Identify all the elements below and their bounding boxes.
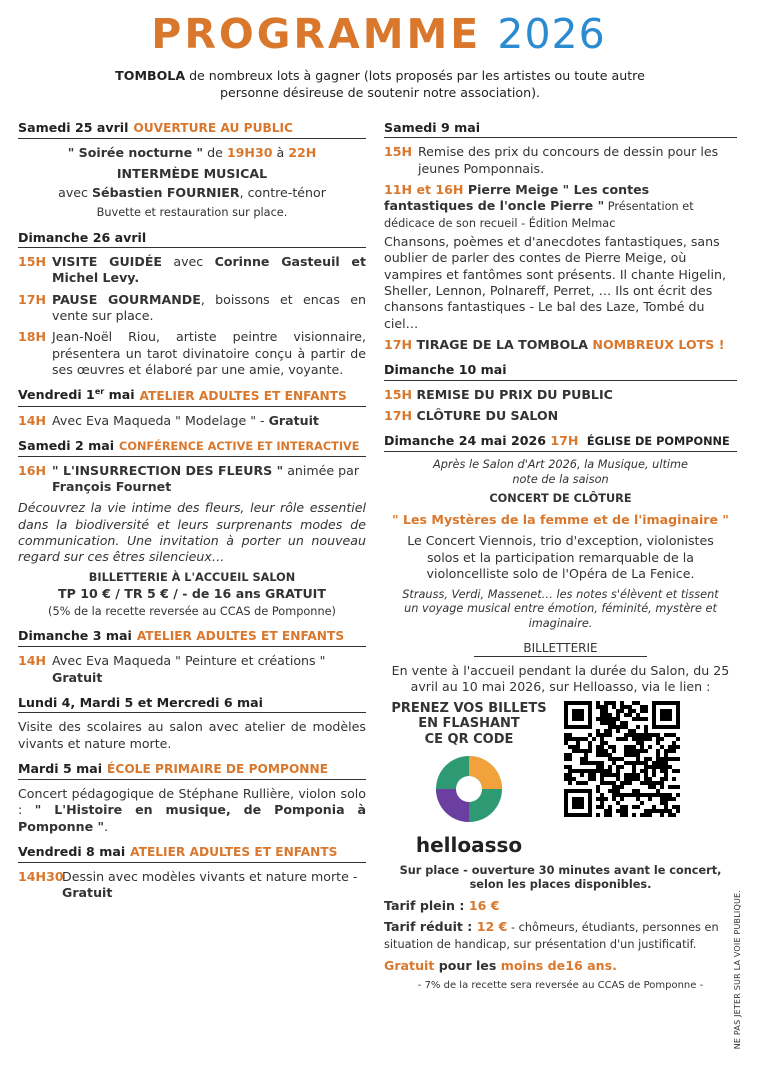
t: Gratuit [52, 669, 103, 685]
hour: 14H30 [18, 868, 64, 884]
t: PRENEZ VOS BILLETS [391, 700, 547, 716]
description: Découvrez la vie intime des fleurs, leur rôle essentiel dans la biodiversité et leurs surprenants modes de communication. Une invitation à porter un nouveau regard sur ces êtres silencieux… [18, 500, 366, 565]
t: NOMBREUX LOTS ! [592, 336, 725, 352]
section-10-mai [384, 362, 737, 424]
event [18, 292, 366, 325]
qr-text [384, 701, 554, 858]
line [18, 786, 366, 835]
t: , contre-ténor [239, 184, 326, 200]
line: Après le Salon d'Art 2026, la Musique, ultime note de la saison [432, 458, 688, 486]
intro-bold: TOMBOLA [115, 68, 186, 83]
hour: 15H [384, 386, 413, 402]
ticket-title: BILLETTERIE [474, 641, 647, 658]
t: CE QR CODE [424, 732, 514, 748]
hour: 17H [550, 433, 579, 449]
date: mai [104, 387, 135, 403]
line: " Les Mystères de la femme et de l'imaginaire " [392, 512, 729, 528]
hour: 15H [384, 144, 413, 160]
t: Pierre Meige " Les contes fantastiques de l'oncle Pierre " [384, 182, 650, 214]
line: - 7% de la recette sera reversée au CCAS de Pomponne - [417, 979, 704, 991]
left-column [18, 120, 366, 911]
intro-text [110, 68, 650, 101]
section-heading [18, 844, 366, 863]
line: En vente à l'accueil pendant la durée du Salon, du 25 avril au 10 mai 2026, sur Helloasso, via le lien : [391, 663, 730, 695]
line [18, 185, 366, 201]
date: Vendredi 8 mai [18, 844, 126, 860]
t: avec [162, 253, 215, 269]
place: ÉGLISE DE POMPONNE [586, 435, 730, 449]
event [18, 869, 366, 902]
t: 16 € [468, 897, 500, 913]
event [18, 653, 366, 686]
event [384, 182, 737, 232]
t: Édition Melmac [528, 217, 616, 231]
tag: ATELIER ADULTES ET ENFANTS [136, 629, 345, 644]
intro-rest: de nombreux lots à gagner (lots proposés par les artistes ou toute autre personne désireuse de soutenir notre association). [185, 68, 645, 100]
event [384, 337, 737, 353]
section-24-mai [384, 433, 737, 631]
t: REMISE DU PRIX DU PUBLIC [416, 386, 613, 402]
section-3-mai [18, 628, 366, 686]
t: Gratuit [62, 885, 113, 901]
date: Dimanche 3 mai [18, 628, 132, 644]
t: . [104, 818, 109, 834]
hour: 18H [18, 329, 47, 345]
title-year: 2026 [497, 10, 606, 58]
section-heading [384, 433, 737, 452]
t: animée par [283, 462, 360, 478]
t: " L'Histoire en musique, de Pomponia à Pomponne " [18, 802, 366, 834]
section-heading: Samedi 9 mai [384, 120, 737, 138]
helloasso-logo-icon [434, 754, 504, 824]
tag: CONFÉRENCE ACTIVE ET INTERACTIVE [119, 439, 360, 453]
section-4-6-mai [18, 695, 366, 752]
section-heading [18, 438, 366, 457]
line: INTERMÈDE MUSICAL [116, 166, 268, 182]
hour: 15H [18, 253, 47, 269]
hour: 17H [384, 336, 413, 352]
hour: 17H [384, 408, 413, 424]
section-26-avril [18, 230, 366, 379]
t: 12 € [476, 919, 508, 935]
t: Corinne Gasteuil et Michel Levy. [52, 253, 366, 286]
t: " Soirée nocturne " [67, 144, 204, 160]
t: TIRAGE DE LA TOMBOLA [412, 336, 593, 352]
section-8-mai [18, 844, 366, 902]
date: Samedi 2 mai [18, 437, 115, 453]
t: , boissons et encas en vente sur place. [52, 291, 366, 324]
t: Gratuit [384, 957, 435, 973]
t: 19H30 [226, 144, 273, 160]
t: Avec Eva Maqueda " Modelage " - [52, 412, 269, 428]
tag: ATELIER ADULTES ET ENFANTS [139, 388, 347, 403]
tag: ÉCOLE PRIMAIRE DE POMPONNE [107, 762, 329, 777]
helloasso-logo-text: helloasso [415, 832, 523, 857]
tag: ATELIER ADULTES ET ENFANTS [130, 845, 338, 860]
event [384, 408, 737, 424]
line: Sur place - ouverture 30 minutes avant le concert, selon les places disponibles. [399, 863, 722, 892]
hour: 14H [18, 653, 47, 669]
t: Sébastien FOURNIER [91, 184, 240, 200]
hour: 17H [18, 291, 47, 307]
section-1-mai [18, 387, 366, 428]
section-heading [18, 387, 366, 406]
section-heading: Lundi 4, Mardi 5 et Mercredi 6 mai [18, 695, 366, 713]
section-heading [18, 761, 366, 780]
t: VISITE GUIDÉE [52, 253, 163, 269]
section-heading: Dimanche 26 avril [18, 230, 366, 248]
side-note: NE PAS JETER SUR LA VOIE PUBLIQUE. [732, 890, 742, 1050]
t: de [203, 144, 227, 160]
hour: 14H [18, 412, 47, 428]
date: Vendredi 1 [18, 387, 95, 403]
t: Remise des prix du concours de dessin pour les jeunes Pomponnais. [418, 144, 719, 176]
t: Dessin avec modèles vivants et nature morte - [62, 868, 358, 884]
line: Le Concert Viennois, trio d'exception, violonistes solos et la participation remarquable de la violoncelliste solo de l'Opéra de La Fenice. [407, 533, 714, 582]
t: Concert pédagogique de Stéphane Rullière, violon solo : [18, 785, 366, 818]
t: pour les [434, 957, 501, 973]
t: 11H et 16H [384, 182, 464, 198]
line: (5% de la recette reversée au CCAS de Pomponne) [48, 604, 336, 618]
event [18, 329, 366, 378]
section-25-avril [18, 120, 366, 221]
t: CLÔTURE DU SALON [416, 408, 559, 424]
right-column [384, 120, 737, 1001]
t: 22H [288, 144, 317, 160]
t: François Fournet [52, 478, 172, 494]
section-heading [18, 120, 366, 139]
description: Chansons, poèmes et d'anecdotes fantastiques, sans oublier de parler des contes de Pierre Meige, où vampires et fantômes sont présents. Il chante Higelin, Sheller, Lennon, Polnareff, Perret, … Ils ont écrit des chansons fantastiques - Le bal des Laze, Tombé du ciel… [384, 233, 727, 331]
t: Jean-Noël Riou, artiste peintre visionnaire, présentera un tarot divinatoire conçu à partir de ses œuvres et élaboré par une amie, voyante. [52, 329, 366, 378]
line: Strauss, Verdi, Massenet… les notes s'élèvent et tissent un voyage musical entre émotion, féminité, mystère et imaginaire. [402, 587, 719, 630]
t: Tarif réduit : [384, 919, 477, 935]
event [18, 413, 366, 429]
line: Buvette et restauration sur place. [96, 205, 288, 219]
event [18, 254, 366, 287]
t: EN FLASHANT [418, 716, 520, 732]
line: TP 10 € / TR 5 € / - de 16 ans GRATUIT [58, 586, 326, 602]
date: Mardi 5 mai [18, 761, 103, 777]
line [18, 145, 366, 161]
line: Visite des scolaires au salon avec atelier de modèles vivants et nature morte. [18, 719, 366, 751]
line: BILLETTERIE À L'ACCUEIL SALON [88, 570, 296, 584]
t: - chômeurs, étudiants, personnes en situation de handicap, sur présentation d'un justificatif. [384, 921, 719, 951]
t: Présentation et dédicace de son recueil - [384, 200, 694, 231]
ticket-section [384, 641, 737, 992]
event [18, 463, 366, 496]
event [384, 144, 737, 177]
t: Gratuit [268, 412, 319, 428]
t: " L'INSURRECTION DES FLEURS " [52, 462, 284, 478]
sup: er [94, 387, 105, 397]
t: avec [58, 184, 92, 200]
date: Samedi 25 avril [18, 120, 129, 135]
section-2-mai [18, 438, 366, 620]
event [384, 387, 737, 403]
t: Avec Eva Maqueda " Peinture et créations " [52, 653, 326, 669]
t: moins de16 ans. [500, 957, 617, 973]
qr-block [384, 701, 737, 858]
line [384, 898, 737, 914]
qr-code-icon[interactable] [564, 701, 680, 817]
t: à [272, 144, 289, 160]
page-title [0, 10, 757, 58]
t: PAUSE GOURMANDE [52, 291, 201, 307]
section-heading [18, 628, 366, 647]
title-word: PROGRAMME [151, 10, 482, 58]
tag: OUVERTURE AU PUBLIC [133, 121, 293, 135]
line: CONCERT DE CLÔTURE [489, 492, 632, 506]
section-5-mai [18, 761, 366, 835]
section-9-mai [384, 120, 737, 353]
line [384, 919, 737, 952]
hour: 16H [18, 462, 47, 478]
date: Dimanche 24 mai 2026 [384, 433, 546, 449]
t: Tarif plein : [384, 897, 469, 913]
line [384, 958, 737, 974]
section-heading: Dimanche 10 mai [384, 362, 737, 380]
